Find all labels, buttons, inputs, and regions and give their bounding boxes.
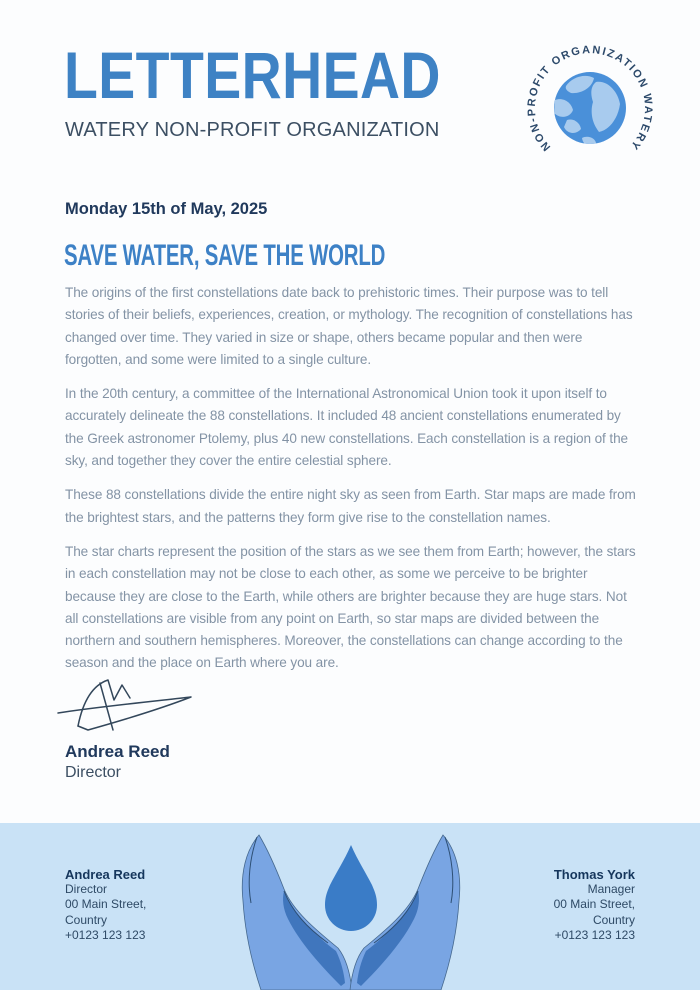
letter-date: Monday 15th of May, 2025 xyxy=(65,200,268,218)
footer-contact-right xyxy=(415,867,635,943)
org-subtitle: WATERY NON-PROFIT ORGANIZATION xyxy=(65,119,440,141)
letter-body xyxy=(65,282,637,687)
body-paragraph-2: In the 20th century, a committee of the International Astronomical Union took it upon itself to accurately delineate the 88 constellations. It included 48 ancient constellations enumerated by the Greek astronomer Ptolemy, plus 40 new constellations. Each constellation is a region of the sky, and together they cover the entire celestial sphere. xyxy=(65,386,629,469)
water-drop-shape xyxy=(325,845,377,931)
globe-badge-svg xyxy=(522,40,658,176)
contact-name: Andrea Reed xyxy=(65,867,146,882)
contact-role: Director xyxy=(65,882,108,897)
logo-ring-textpath: NON-PROFIT ORGANIZATION WATERY xyxy=(525,44,655,153)
signer-role: Director xyxy=(65,764,122,781)
body-paragraph-3: These 88 constellations divide the entire night sky as seen from Earth. Star maps are made from the brightest stars, and the patterns they form give rise to the constellation names. xyxy=(65,487,636,525)
contact-address-line1: 00 Main Street, xyxy=(553,897,635,912)
contact-address-line1: 00 Main Street, xyxy=(65,897,147,912)
body-paragraph-4: The star charts represent the position of the stars as we see them from Earth; however, the stars in each constellation may not be close to each other, as some we perceive to be brighter because they are close to the Earth, while others are brighter because they are huge stars. Not all constellations are visible from any point on Earth, so star maps are divided between the northern and southern hemispheres. Moreover, the constellations can change according to the season and the place on Earth where you are. xyxy=(65,543,636,671)
handwritten-signature-icon xyxy=(56,670,226,738)
contact-address-line2: Country xyxy=(65,912,108,927)
page-title: LETTERHEAD xyxy=(64,38,441,112)
footer-band xyxy=(0,823,700,990)
contact-phone: +0123 123 123 xyxy=(65,927,146,942)
globe-badge-icon xyxy=(522,40,658,176)
contact-role: Manager xyxy=(587,882,635,897)
letter-heading: SAVE WATER, SAVE THE WORLD xyxy=(64,239,386,272)
contact-phone: +0123 123 123 xyxy=(554,927,635,942)
signer-name: Andrea Reed xyxy=(65,742,170,761)
contact-address-line2: Country xyxy=(592,912,635,927)
footer-contact-left xyxy=(65,867,285,943)
body-paragraph-1: The origins of the first constellations date back to prehistoric times. Their purpose was to tell stories of their beliefs, experiences, creation, or mythology. The recognition of constellations has changed over time. They varied in size or shape, others became popular and then were forgotten, and some were limited to a single culture. xyxy=(65,285,633,367)
contact-name: Thomas York xyxy=(553,867,635,882)
